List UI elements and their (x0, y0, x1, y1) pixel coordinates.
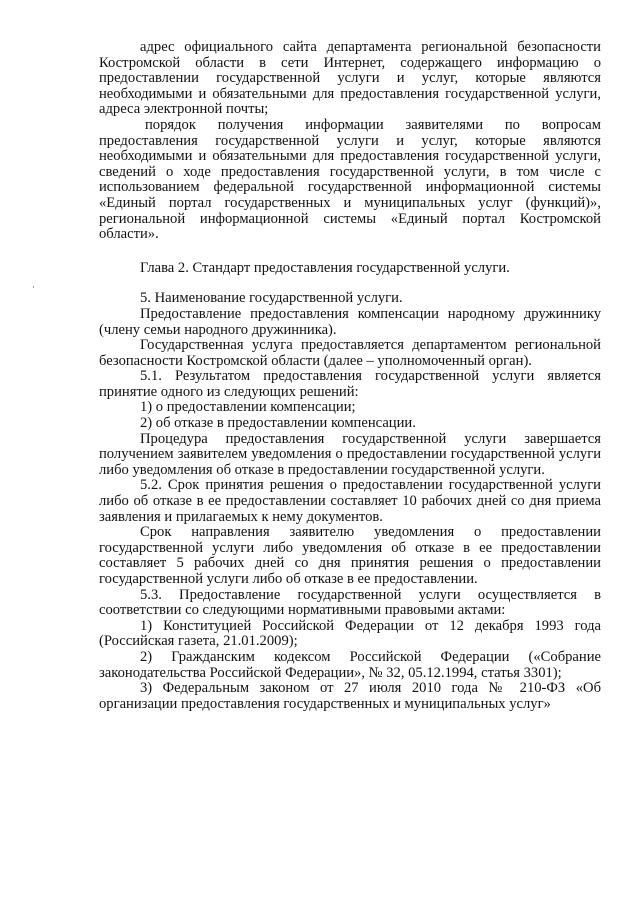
chapter-title: Глава 2. Стандарт предоставления государственной услуги. (140, 259, 510, 276)
list-item-act-2: 2) Гражданским кодексом Российской Федерации («Собрание законодательства Российской Федерации», № 32, 05.12.1994, статья 3301); (99, 648, 601, 681)
paragraph-service-provider: Государственная услуга предоставляется департаментом региональной безопасности Костромской области (далее – уполномоченный орган). (99, 337, 601, 369)
paragraph-website-address: адрес официального сайта департамента региональной безопасности Костромской области в сети Интернет, содержащего информацию о предоставлении государственной услуги и услуг, которые являются необходимыми и обязательными для предоставления государственной услуги, адреса электронной почты; (99, 39, 601, 118)
list-item-act-3: 3) Федеральным законом от 27 июля 2010 года № 210-ФЗ «Об организации предоставления государственных и муниципальных услуг» (99, 680, 601, 712)
paragraph-5-2: 5.2. Срок принятия решения о предоставлении государственной услуги либо об отказе в ее предоставлении составляет 10 рабочих дней со дня приема заявления и прилагаемых к нему документов. (99, 477, 601, 525)
list-item-decision-2: 2) об отказе в предоставлении компенсации. (140, 415, 416, 432)
spacer (99, 276, 601, 291)
scan-mark (33, 286, 34, 288)
section-5-title: 5. Наименование государственной услуги. (140, 290, 403, 307)
paragraph-notification-term: Срок направления заявителю уведомления о предоставлении государственной услуги либо уведомления об отказе в ее предоставлении составляет 5 рабочих дней со дня принятия решения о предоставлении государственной услуги либо об отказе в ее предоставлении. (99, 524, 601, 587)
paragraph-information-procedure: порядок получения информации заявителями по вопросам предоставления государственной услуги и услуг, которые являются необходимыми и обязательными для предоставления государственной услуги, сведений о ходе предоставления государственной услуги, в том числе с использованием федеральной государственной информационной системы «Единый портал государственных и муниципальных услуг (функций)», региональной информационной системы «Единый портал Костромской области». (99, 116, 601, 243)
paragraph-service-name: Предоставление предоставления компенсации народному дружиннику (члену семьи народного дружинника). (99, 305, 601, 338)
spacer (99, 243, 601, 261)
list-item-act-1: 1) Конституцией Российской Федерации от 12 декабря 1993 года (Российская газета, 21.01.2009); (99, 617, 601, 650)
document-page (99, 40, 601, 712)
paragraph-5-1: 5.1. Результатом предоставления государственной услуги является принятие одного из следующих решений: (99, 368, 601, 400)
paragraph-procedure-completion: Процедура предоставления государственной услуги завершается получением заявителем уведомления о предоставлении государственной услуги либо уведомления об отказе в предоставлении государственной услуги. (99, 430, 601, 478)
list-item-decision-1: 1) о предоставлении компенсации; (140, 399, 356, 416)
paragraph-5-3: 5.3. Предоставление государственной услуги осуществляется в соответствии со следующими нормативными правовыми актами: (99, 586, 601, 619)
